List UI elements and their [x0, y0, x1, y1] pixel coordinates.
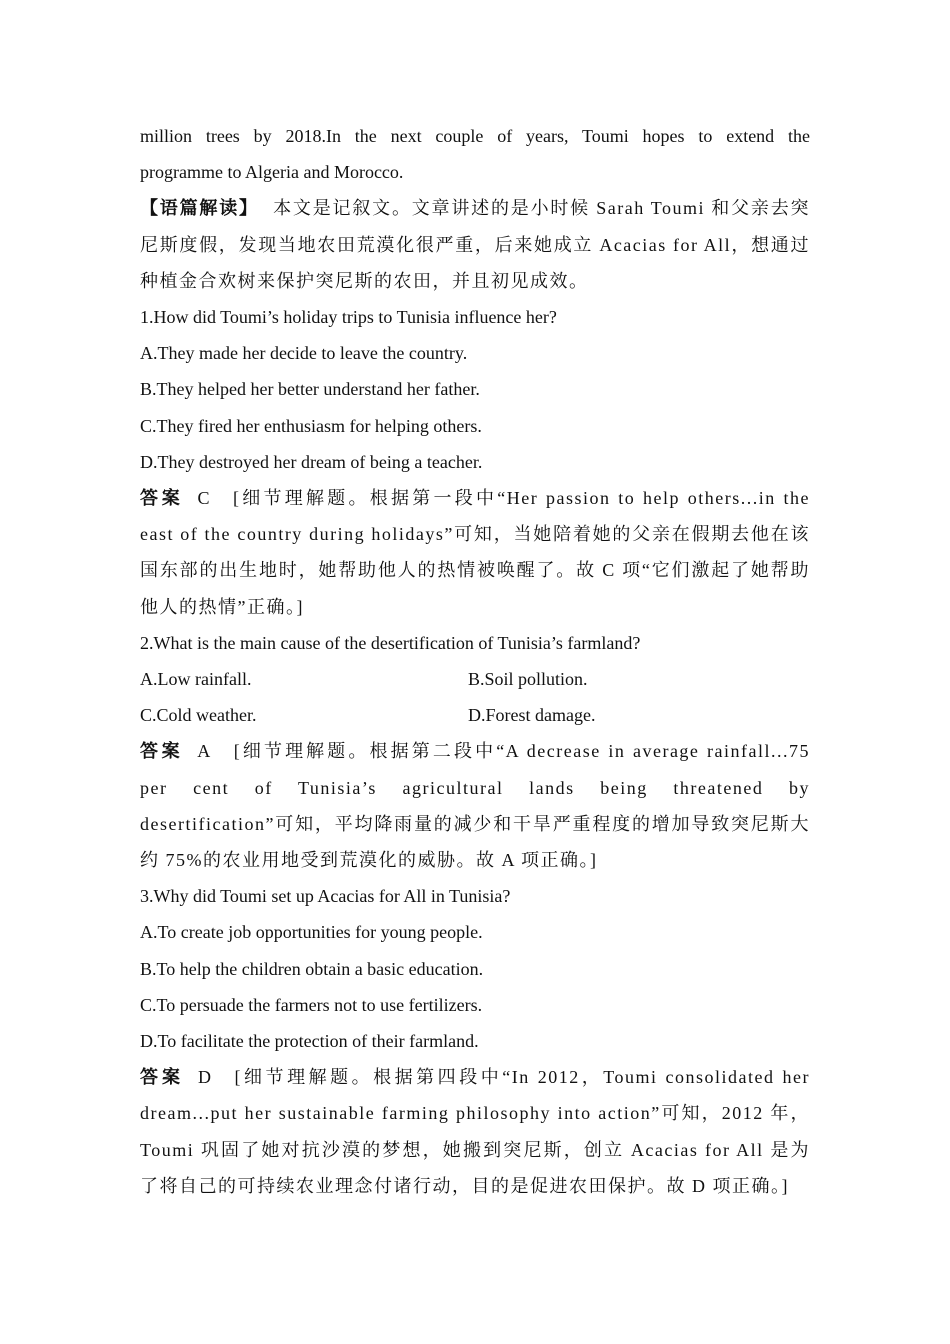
question-1-option-b: B.They helped her better understand her father.	[140, 379, 480, 400]
question-1-stem: 1.How did Toumi’s holiday trips to Tunisia influence her?	[140, 307, 557, 328]
intro-line-1: million trees by 2018.In the next couple of years, Toumi hopes to extend the	[140, 126, 810, 146]
analysis-text: 本文是记叙文。文章讲述的是小时候 Sarah Toumi 和父亲去突尼斯度假，发现当地农田荒漠化很严重，后来她成立 Acacias for All，想通过种植金合欢树来保护突尼斯的农田，并且初见成效。	[140, 198, 810, 291]
question-2-answer	[140, 733, 810, 878]
passage-analysis	[140, 190, 810, 299]
answer-key: D	[198, 1067, 213, 1088]
question-3-option-d: D.To facilitate the protection of their farmland.	[140, 1031, 479, 1052]
answer-label: 答案	[140, 741, 184, 762]
question-2-option-c: C.Cold weather.	[140, 705, 257, 726]
question-1-option-d: D.They destroyed her dream of being a teacher.	[140, 451, 483, 472]
answer-explanation: [细节理解题。根据第二段中“A decrease in average rainfall...75 per cent of Tunisia’s agricultural lands being threatened by desertification”可知，平均降雨量的减少和干旱严重程度的增加导致突尼斯大约 75%的农业用地受到荒漠化的威胁。故 A 项正确。]	[140, 741, 811, 871]
answer-explanation: [细节理解题。根据第四段中“In 2012，Toumi consolidated her dream...put her sustainable farming philosophy into action”可知，2012 年，Toumi 巩固了她对抗沙漠的梦想，她搬到突尼斯，创立 Acacias for All 是为了将自己的可持续农业理念付诸行动，目的是促进农田保护。故 D 项正确。]	[140, 1067, 810, 1196]
question-2-option-b: B.Soil pollution.	[468, 669, 588, 690]
question-1-answer	[140, 480, 810, 625]
question-2-stem: 2.What is the main cause of the desertification of Tunisia’s farmland?	[140, 632, 641, 653]
question-3-answer	[140, 1059, 810, 1204]
answer-key: A	[197, 741, 212, 762]
question-2-option-d: D.Forest damage.	[468, 705, 596, 726]
question-2-option-a: A.Low rainfall.	[140, 669, 252, 690]
question-2-options-row-1	[140, 661, 810, 697]
question-3-stem: 3.Why did Toumi set up Acacias for All in Tunisia?	[140, 886, 511, 907]
document-page	[140, 118, 810, 1204]
intro-line-2: programme to Algeria and Morocco.	[140, 162, 404, 183]
question-2-options-row-2	[140, 697, 810, 733]
question-1-option-a: A.They made her decide to leave the country.	[140, 343, 468, 364]
analysis-tag: 【语篇解读】	[140, 198, 259, 219]
answer-label: 答案	[140, 1067, 185, 1088]
question-3-option-a: A.To create job opportunities for young people.	[140, 922, 483, 943]
question-3-option-c: C.To persuade the farmers not to use fertilizers.	[140, 994, 483, 1015]
answer-explanation: [细节理解题。根据第一段中“Her passion to help others...in the east of the country during holidays”可知，当她陪着她的父亲在假期去他在该国东部的出生地时，她帮助他人的热情被唤醒了。故 C 项“它们激起了她帮助他人的热情”正确。]	[140, 488, 811, 617]
answer-key: C	[197, 488, 212, 509]
question-1-option-c: C.They fired her enthusiasm for helping others.	[140, 415, 482, 436]
answer-label: 答案	[140, 488, 184, 509]
question-3-option-b: B.To help the children obtain a basic education.	[140, 958, 484, 979]
